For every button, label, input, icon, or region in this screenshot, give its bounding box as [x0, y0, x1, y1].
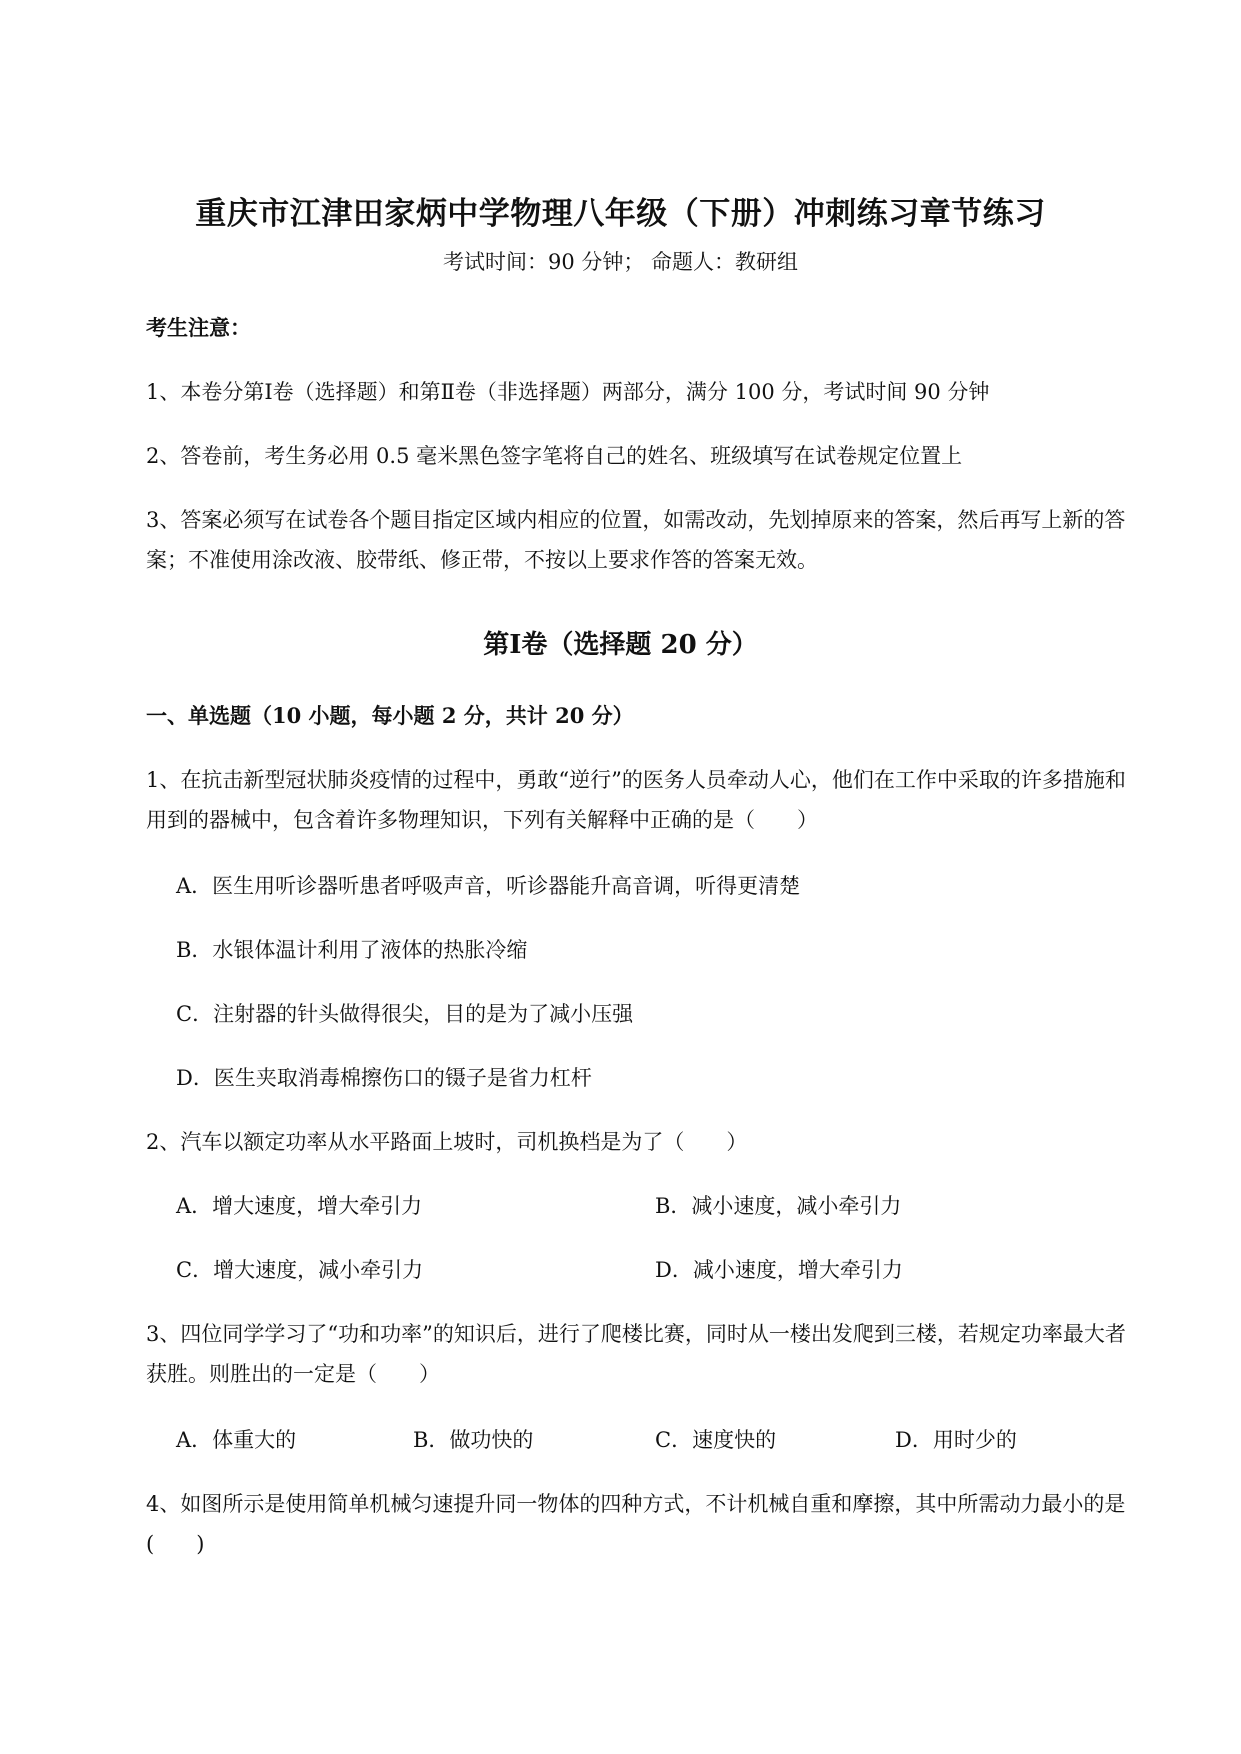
notice-item-3: 3、答案必须写在试卷各个题目指定区域内相应的位置，如需改动，先划掉原来的答案，然后再写上新的答案；不准使用涂改液、胶带纸、修正带，不按以上要求作答的答案无效。 [146, 508, 1126, 572]
exam-title: 重庆市江津田家炳中学物理八年级（下册）冲刺练习章节练习 [195, 196, 1046, 232]
question-2-stem: 2、汽车以额定功率从水平路面上坡时，司机换档是为了（ ） [146, 1130, 748, 1154]
notice-item-1: 1、本卷分第Ⅰ卷（选择题）和第Ⅱ卷（非选择题）两部分，满分 100 分，考试时间 90 分钟 [146, 380, 990, 404]
exam-subtitle: 考试时间：90 分钟； 命题人：教研组 [442, 250, 799, 274]
notice-heading: 考生注意： [146, 315, 251, 340]
notice-item-2: 2、答卷前，考生务必用 0.5 毫米黑色签字笔将自己的姓名、班级填写在试卷规定位置上 [146, 444, 963, 468]
question-2-option-b: B．减小速度，减小牵引力 [655, 1194, 902, 1218]
question-2-option-a: A．增大速度，增大牵引力 [176, 1194, 423, 1218]
question-1-option-a: A．医生用听诊器听患者呼吸声音，听诊器能升高音调，听得更清楚 [176, 874, 801, 898]
question-3-option-c: C．速度快的 [655, 1428, 777, 1452]
question-4-stem: 4、如图所示是使用简单机械匀速提升同一物体的四种方式，不计机械自重和摩擦，其中所需动力最小的是( ) [146, 1492, 1126, 1556]
question-1-option-b: B．水银体温计利用了液体的热胀冷缩 [176, 938, 528, 962]
question-3-stem: 3、四位同学学习了“功和功率”的知识后，进行了爬楼比赛，同时从一楼出发爬到三楼，若规定功率最大者获胜。则胜出的一定是（ ） [146, 1322, 1126, 1386]
question-3-option-a: A．体重大的 [176, 1428, 297, 1452]
section-title: 第Ⅰ卷（选择题 20 分） [483, 630, 758, 660]
question-2-option-d: D．减小速度，增大牵引力 [655, 1258, 903, 1282]
question-3-option-d: D．用时少的 [895, 1428, 1017, 1452]
question-2-option-c: C．增大速度，减小牵引力 [176, 1258, 424, 1282]
question-1-stem: 1、在抗击新型冠状肺炎疫情的过程中，勇敢“逆行”的医务人员牵动人心，他们在工作中采取的许多措施和用到的器械中，包含着许多物理知识，下列有关解释中正确的是（ ） [146, 768, 1126, 832]
question-1-option-c: C．注射器的针头做得很尖，目的是为了减小压强 [176, 1002, 634, 1026]
question-1-option-d: D．医生夹取消毒棉擦伤口的镊子是省力杠杆 [176, 1066, 592, 1090]
question-3-option-b: B．做功快的 [413, 1428, 534, 1452]
part-heading: 一、单选题（10 小题，每小题 2 分，共计 20 分） [146, 703, 634, 728]
